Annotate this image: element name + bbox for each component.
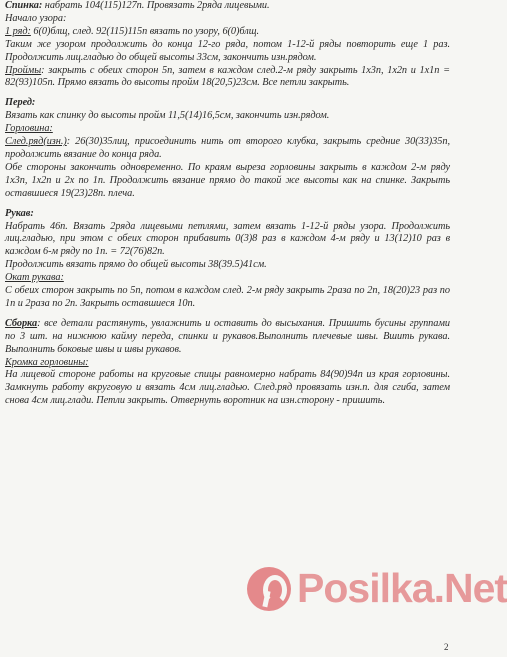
sleeve-straight: Продолжить вязать прямо до общей высоты 38(39.5)41см.	[5, 259, 267, 271]
front-heading: Перед:	[5, 97, 36, 109]
row1: 1 ряд: 6(0)блщ, след. 92(115)115п вязать по узору, 6(0)блщ.	[5, 25, 259, 37]
sleeve-cap-text: С обеих сторон закрыть по 5п, потом в каждом след. 2-м ряду закрыть 2раза по 2п, 18(20)23 раз по 1п и 2раза по 2п. Закрыть оставшиеся 10п.	[5, 285, 450, 309]
next-row-label: След.ряд(изн.)	[5, 136, 67, 148]
sleeve-text: Набрать 46п. Вязать 2ряда лицевыми петлями, затем вязать 1-12-й ряды узора. Продолжить лиц.гладью, при этом с обеих сторон прибавить 0(3)8 раз в каждом 4-м ряду и 13(12)10 раз в каждом 6-м ряду по 1п. = 72(76)82п.	[5, 220, 450, 258]
neckline-label: Горловина:	[5, 123, 53, 135]
pinterest-logo-icon	[247, 567, 291, 611]
armholes-label: Проймы	[5, 64, 42, 76]
both-sides: Обе стороны закончить одновременно. По краям выреза горловины закрыть в каждом 2-м ряду 1х3п, 1х2п и 2х по 1п. Продолжить вязание прямо до такой же высоты как на спинке. Закрыть оставшиеся 19(23)28п. плеча.	[5, 161, 450, 199]
sleeve-cap-label: Окат рукава:	[5, 272, 64, 284]
front-text: Вязать как спинку до высоты пройм 11,5(14)16,5см, закончить изн.рядом.	[5, 110, 330, 122]
knitting-instructions	[5, 0, 450, 408]
back-heading: Спинка:	[5, 0, 43, 11]
assembly-label: Сборка	[5, 317, 38, 329]
back-intro: Спинка: набрать 104(115)127п. Провязать 2ряда лицевыми.	[5, 0, 270, 11]
watermark-text: Posilka.Net	[297, 565, 507, 611]
page-number: 2	[444, 642, 449, 652]
back-continue: Таким же узором продолжить до конца 12-го ряда, потом 1-12-й ряды повторить еще 1 раз. Продолжить лиц.гладью до общей высоты 33см, закончить изн.рядом.	[5, 38, 450, 63]
watermark	[247, 565, 507, 612]
next-row: След.ряд(изн.): 26(30)35лиц, присоединить нить от второго клубка, закрыть средние 30(33)35п, продолжить вязание до конца ряда.	[5, 136, 450, 160]
armholes: Проймы: закрыть с обеих сторон 5п, затем в каждом след.2-м ряду закрыть 1х3п, 1х2п и 1х1п = 82(93)105п. Прямо вязать до высоты пройм 18(20,5)23см. Все петли закрыть.	[5, 64, 450, 89]
row1-label: 1 ряд:	[5, 25, 31, 37]
assembly: Сборка: все детали растянуть, увлажнить и оставить до высыхания. Пришить бусины группами по 3 шт. на нижнюю кайму переда, спинки и рукавов.Выполнить плечевые швы. Вшить рукава. Выполнить боковые швы и швы рукавов.	[5, 317, 450, 355]
neck-edge-label: Кромка горловины:	[5, 356, 89, 368]
pattern-start: Начало узора:	[5, 12, 67, 24]
sleeve-heading: Рукав:	[5, 207, 34, 219]
neck-edge-text: На лицевой стороне работы на круговые спицы равномерно набрать 84(90)94п из края горловины. Замкнуть работу вкруговую и вязать 4см лиц.гладью. След.ряд провязать изн.п. для сгиба, затем снова 4см лиц.глади. Петли закрыть. Отвернуть воротник на изн.сторону - пришить.	[5, 369, 450, 407]
